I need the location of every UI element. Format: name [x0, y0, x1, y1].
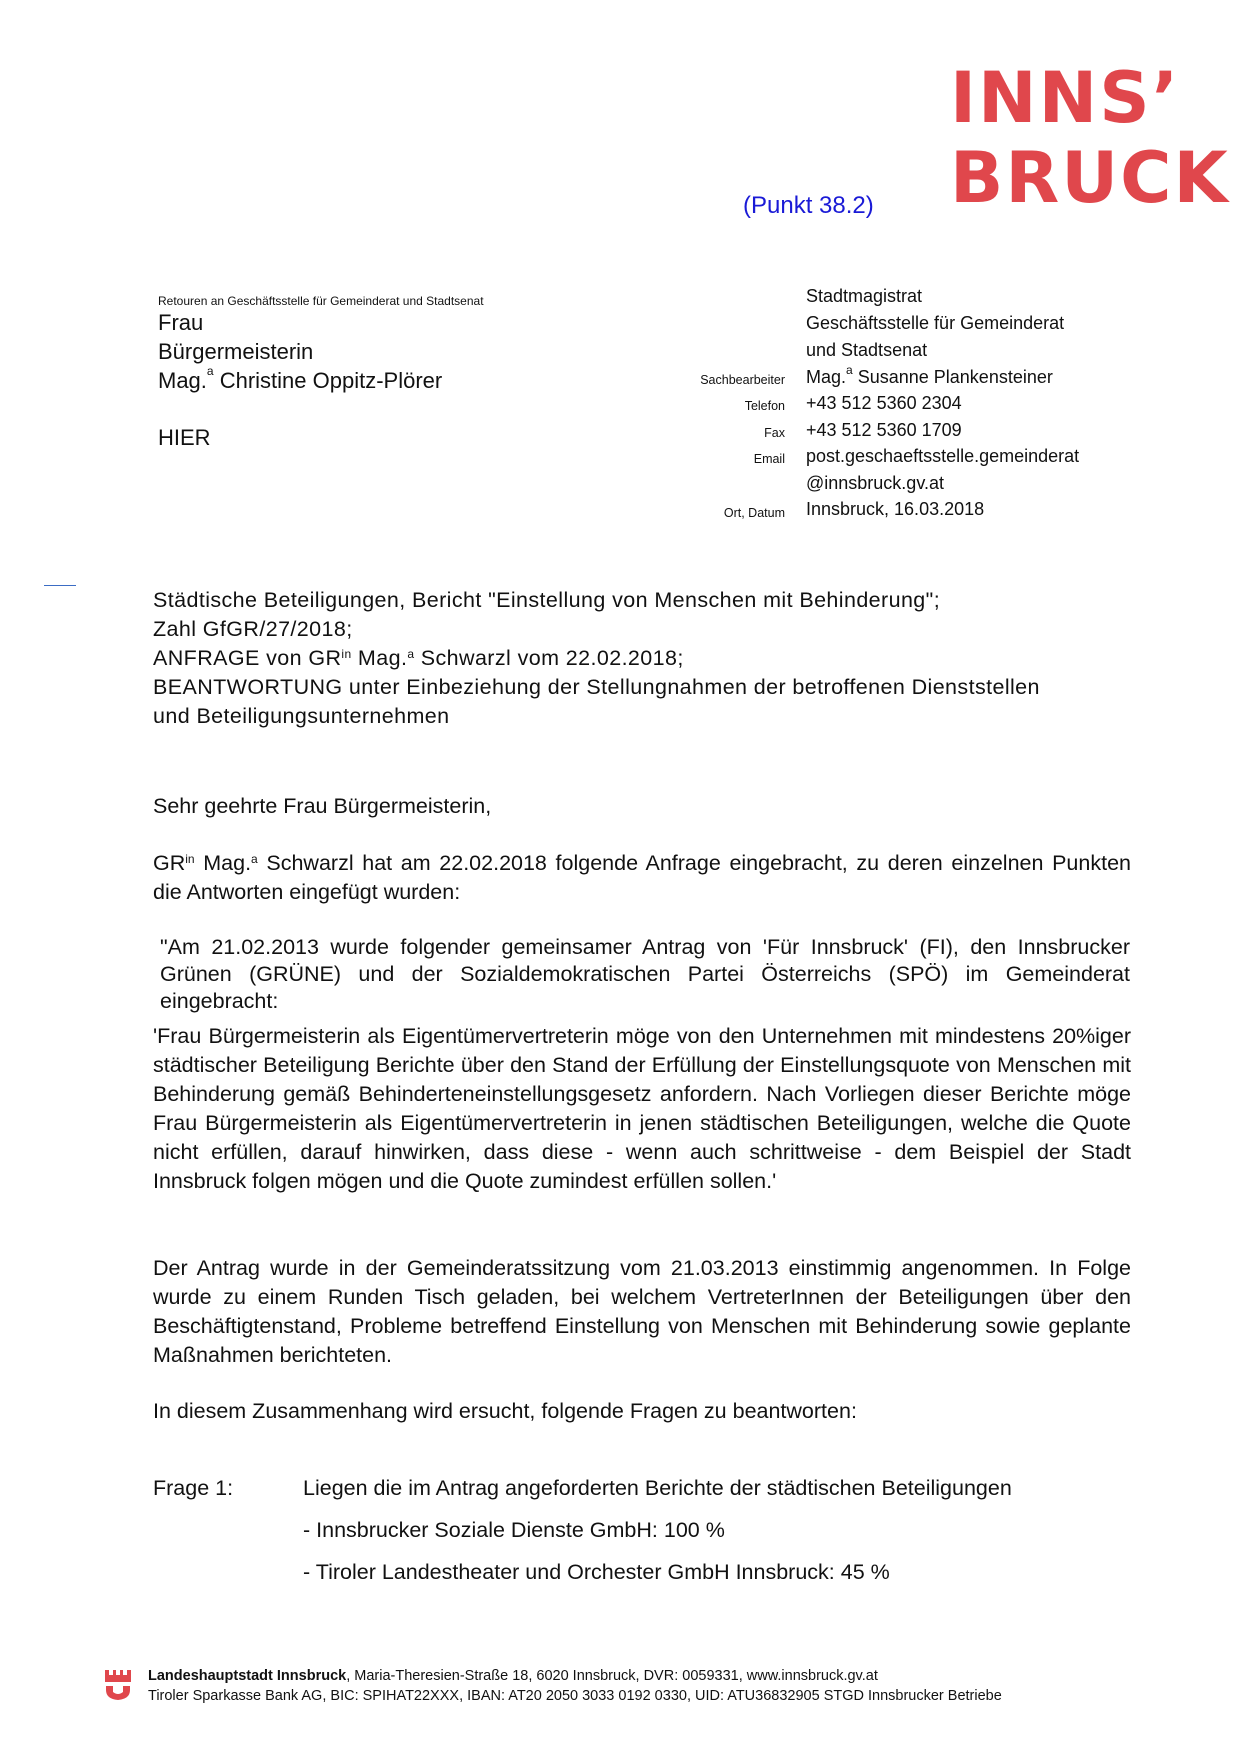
punkt-reference: (Punkt 38.2): [743, 192, 874, 219]
fax-value: +43 512 5360 1709: [806, 420, 962, 440]
recipient-name: [158, 364, 443, 394]
sender-org-3: und Stadtsenat: [806, 340, 928, 360]
footer-address: , Maria-Theresien-Straße 18, 6020 Innsbruck, DVR: 0059331, www.innsbruck.gv.at: [346, 1668, 878, 1684]
subject-sup-2: a: [407, 647, 415, 661]
innsbruck-crest-icon: [104, 1669, 132, 1701]
fax-label: Fax: [764, 426, 785, 440]
intro-a: GR: [153, 851, 186, 875]
intro-sup-1: in: [185, 852, 195, 866]
ort-datum-value: Innsbruck, 16.03.2018: [806, 499, 985, 519]
recipient-line-2: Bürgermeisterin: [158, 339, 314, 364]
logo-line-2: BRUCK: [950, 137, 1230, 219]
request-paragraph: In diesem Zusammenhang wird ersucht, folgende Fragen zu beantworten:: [153, 1399, 857, 1423]
email-value-2[interactable]: @innsbruck.gv.at: [806, 473, 944, 493]
frage-1-text: Liegen die im Antrag angeforderten Berichte der städtischen Beteiligungen: [303, 1476, 1012, 1500]
frage-1-item-2: - Tiroler Landestheater und Orchester GmbH Innsbruck: 45 %: [303, 1560, 890, 1584]
sachbearbeiter-title-sup: a: [846, 363, 853, 377]
recipient-title: Mag.: [158, 368, 207, 393]
subject-line-3b: Mag.: [351, 646, 408, 670]
sachbearbeiter-title: Mag.: [806, 367, 847, 387]
subject-line-3: [153, 644, 1143, 673]
intro-sup-2: a: [251, 852, 258, 866]
intro-paragraph: [153, 849, 1131, 907]
logo-line-1: INNS’: [950, 57, 1181, 139]
salutation: Sehr geehrte Frau Bürgermeisterin,: [153, 794, 492, 818]
telefon-value: +43 512 5360 2304: [806, 393, 962, 413]
footer-line-1: [148, 1668, 878, 1684]
subject-sup-1: in: [341, 647, 352, 661]
frage-1-item-1: - Innsbrucker Soziale Dienste GmbH: 100 %: [303, 1518, 725, 1542]
sender-org-1: Stadtmagistrat: [806, 286, 923, 306]
antrag-paragraph: Der Antrag wurde in der Gemeinderatssitzung vom 21.03.2013 einstimmig angenommen. In Folge wurde zu einem Runden Tisch geladen, bei welchem VertreterInnen der Beteiligungen über den Beschäftigtenstand, Probleme betreffend Einstellung von Menschen mit Behinderung sowie geplante Maßnahmen berichteten.: [153, 1256, 1131, 1367]
quote-intro: "Am 21.02.2013 wurde folgender gemeinsamer Antrag von 'Für Innsbruck' (FI), den Innsbrucker Grünen (GRÜNE) und der Sozialdemokratischen Partei Österreichs (SPÖ) im Gemeinderat eingebracht:: [160, 935, 1130, 1013]
subject-line-2: Zahl GfGR/27/2018;: [153, 617, 353, 641]
subject-block: [153, 586, 1143, 731]
frage-1-label: Frage 1:: [153, 1476, 234, 1500]
recipient-location: HIER: [158, 425, 211, 450]
recipient-line-1: Frau: [158, 310, 204, 335]
innsbruck-logo: [950, 57, 1230, 219]
email-label: Email: [753, 452, 785, 466]
sachbearbeiter-value: [806, 363, 1053, 388]
recipient-fullname: Christine Oppitz-Plörer: [213, 368, 443, 393]
intro-c: Schwarzl hat am 22.02.2018 folgende Anfrage eingebracht, zu deren einzelnen Punkten die Antworten eingefügt wurden:: [153, 851, 1131, 904]
ort-datum-label: Ort, Datum: [723, 506, 785, 520]
subject-line-4: BEANTWORTUNG unter Einbeziehung der Stellungnahmen der betroffenen Dienststellen: [153, 675, 1040, 699]
sachbearbeiter-label: Sachbearbeiter: [700, 373, 785, 387]
sachbearbeiter-name: Susanne Plankensteiner: [852, 367, 1053, 387]
return-address: Retouren an Geschäftsstelle für Gemeinderat und Stadtsenat: [158, 294, 484, 308]
email-value-1[interactable]: post.geschaeftsstelle.gemeinderat: [806, 446, 1080, 466]
footer-line-2: Tiroler Sparkasse Bank AG, BIC: SPIHAT22XXX, IBAN: AT20 2050 3033 0192 0330, UID: ATU36832905 STGD Innsbrucker Betriebe: [148, 1688, 1002, 1704]
footer-city: Landeshauptstadt Innsbruck: [148, 1668, 347, 1684]
subject-line-5: und Beteiligungsunternehmen: [153, 704, 450, 728]
sender-org-2: Geschäftsstelle für Gemeinderat: [806, 313, 1065, 333]
subject-line-1: Städtische Beteiligungen, Bericht "Einstellung von Menschen mit Behinderung";: [153, 588, 941, 612]
quote-body: 'Frau Bürgermeisterin als Eigentümervertreterin möge von den Unternehmen mit mindestens 20%iger städtischer Beteiligung Berichte über den Stand der Erfüllung der Einstellungsquote von Menschen mit Behinderung gemäß Behinderteneinstellungsgesetz anfordern. Nach Vorliegen dieser Berichte möge Frau Bürgermeisterin als Eigentümervertreterin in jenen städtischen Beteiligungen, welche die Quote nicht erfüllen, darauf hinwirken, dass diese - wenn auch schrittweise - dem Beispiel der Stadt Innsbruck folgen mögen und die Quote zumindest erfüllen sollen.': [153, 1024, 1131, 1193]
telefon-label: Telefon: [744, 399, 785, 413]
subject-line-3c: Schwarzl vom 22.02.2018;: [414, 646, 684, 670]
intro-b: Mag.: [194, 851, 252, 875]
fold-mark: [44, 585, 76, 586]
recipient-title-sup: a: [206, 364, 214, 378]
subject-line-3a: ANFRAGE von GR: [153, 646, 342, 670]
